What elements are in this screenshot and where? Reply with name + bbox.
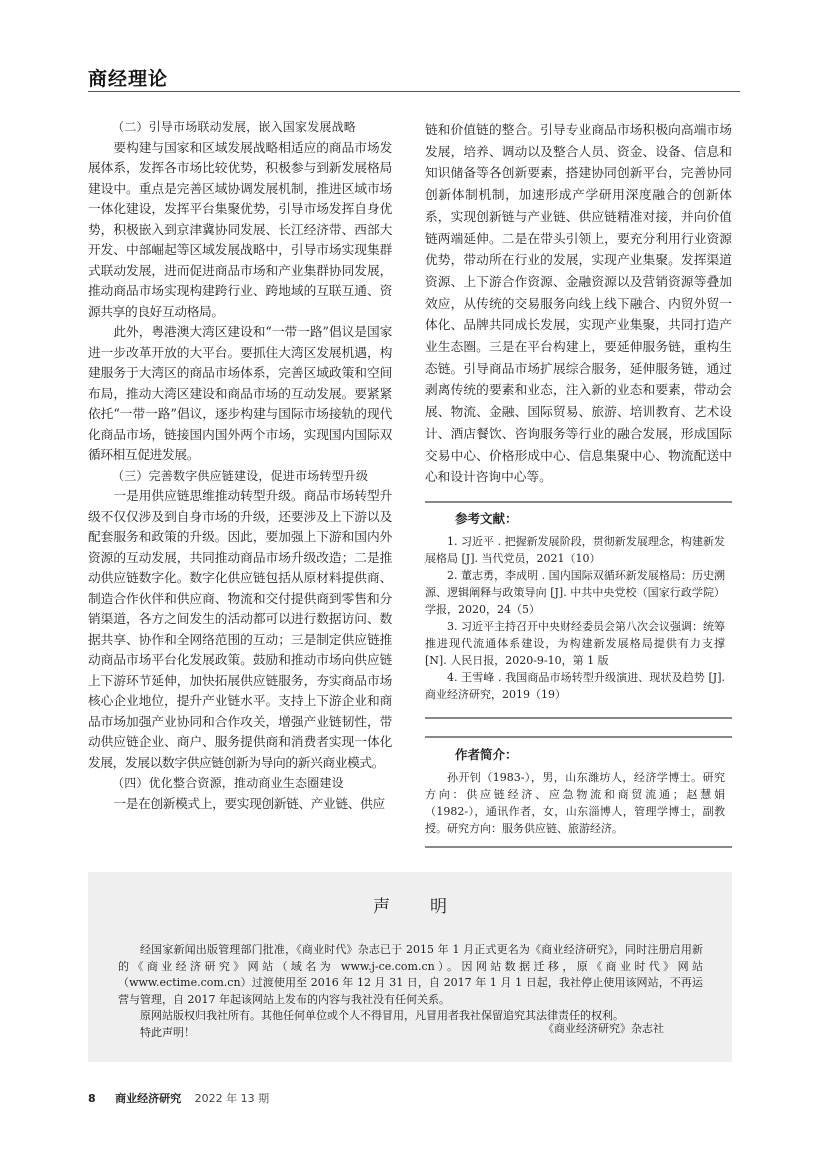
- header-rule: [88, 91, 740, 92]
- notice-box: [88, 872, 732, 1062]
- divider: [425, 736, 732, 738]
- issue-label: 2022 年 13 期: [194, 1092, 270, 1105]
- author-bio: [425, 746, 725, 837]
- paragraph: 此外，粤港澳大湾区建设和“一带一路”倡议是国家进一步改革开放的大平台。要抓住大湾区发展机遇，构建服务于大湾区的商品市场体系，完善区域政策和空间布局，推动大湾区建设和商品市场的互动发展。要紧紧依托“一带一路”倡议，逐步构建与国际市场接轨的现代化商品市场，链接国内国外两个市场，实现国内国际双循环相互促进发展。: [88, 324, 392, 462]
- references-title: 参考文献：: [455, 511, 518, 526]
- notice-signature: 《商业经济研究》杂志社: [543, 1022, 664, 1035]
- paragraph: 一是用供应链思维推动转型升级。商品市场转型升级不仅仅涉及到自身市场的升级，还要涉及上下游以及配套服务和政策的升级。因此，要加强上下游和国内外资源的互动发展，共同推动商品市场升级改造；二是推动供应链数字化。数字化供应链包括从原材料提供商、制造合作伙伴和供应商、物流和交付提供商到零售和分销渠道，各方之间发生的活动都可以进行数据访问、数据共享、协作和全网络范围的互动；三是制定供应链推动商品市场平台化发展政策。鼓励和推动市场向供应链上下游环节延伸，加快拓展供应链服务，夯实商品市场核心企业地位，提升产业链水平。支持上下游企业和商品市场加强产业协同和合作攻关，增强产业链韧性，带动供应链企业、商户、服务提供商和消费者实现一体化发展，发展以数字供应链创新为导向的新兴商业模式。: [88, 488, 392, 770]
- section-heading: （三）完善数字供应链建设，促进市场转型升级: [112, 468, 369, 483]
- section-heading: （四）优化整合资源，推动商业生态圈建设: [112, 776, 344, 790]
- page-number: 8: [88, 1092, 96, 1105]
- right-column: [425, 119, 732, 488]
- reference-item: 1. 习近平 . 把握新发展阶段，贯彻新发展理念，构建新发展格局 [J]. 当代党员，2021（10）: [425, 535, 725, 565]
- paragraph: 要构建与国家和区域发展战略相适应的商品市场发展体系，发挥各市场比较优势，积极参与到新发展格局建设中。重点是完善区域协调发展机制，推进区域市场一体化建设，发挥平台集聚优势，引导市场发挥自身优势，积极嵌入到京津冀协同发展、长江经济带、西部大开发、中部崛起等区域发展战略中，引导市场实现集群式联动发展，进而促进商品市场和产业集群协同发展，推动商品市场实现构建跨行业、跨地域的互联互通、资源共享的良好互动格局。: [88, 139, 392, 319]
- divider: [425, 501, 732, 503]
- page-footer: [88, 1090, 269, 1106]
- divider: [425, 846, 732, 848]
- section-header: 商经理论: [88, 68, 169, 90]
- notice-paragraph: 原网站版权归我社所有。其他任何单位或个人不得冒用，凡冒用者我社保留追究其法律责任的权利。: [140, 1009, 624, 1022]
- left-column: [88, 117, 392, 814]
- paragraph: 链和价值链的整合。引导专业商品市场积极向高端市场发展，培养、调动以及整合人员、资金、设备、信息和知识储备等各创新要素，搭建协同创新平台，完善协同创新体制机制，加速形成产学研用深度融合的创新体系，实现创新链与产业链、供应链精准对接，并向价值链两端延伸。二是在带头引领上，要充分利用行业资源优势，带动所在行业的发展，实现产业集聚。发挥渠道资源、上下游合作资源、金融资源以及营销资源等叠加效应，从传统的交易服务向线上线下融合、内贸外贸一体化、品牌共同成长发展，实现产业集聚，共同打造产业生态圈。三是在平台构建上，要延伸服务链，重构生态链。引导商品市场扩展综合服务，延伸服务链，通过剥离传统的要素和业态，注入新的业态和要素，带动会展、物流、金融、国际贸易、旅游、培训教育、艺术设计、酒店餐饮、咨询服务等行业的融合发展，形成国际交易中心、价格形成中心、信息集聚中心、物流配送中心和设计咨询中心等。: [425, 122, 732, 485]
- author-bio-text: 孙开钊（1983-），男，山东潍坊人，经济学博士。研究方向：供应链经济、应急物流和商贸流通；赵慧娟（1982-），通讯作者，女，山东淄博人，管理学博士，副教授。研究方向：服务供应链、旅游经济。: [425, 771, 725, 835]
- reference-item: 3. 习近平主持召开中央财经委员会第八次会议强调：统筹推进现代流通体系建设，为构建新发展格局提供有力支撑 [N]. 人民日报，2020-9-10，第 1 版: [425, 620, 725, 667]
- notice-paragraph: 经国家新闻出版管理部门批准，《商业时代》杂志已于 2015 年 1 月正式更名为《商业经济研究》，同时注册启用新的《商业经济研究》网站（域名为 www.j-ce.com.cn）。因网站数据迁移，原《商业时代》网站（www.ectime.com.cn）过渡使用至 2016 年 12 月 31 日，自 2017 年 1 月 1 日起，我社停止使用该网站，不再运营与管理，自 2017 年起该网站上发布的内容与我社没有任何关系。: [118, 943, 703, 1006]
- notice-paragraph: 特此声明！: [140, 1025, 195, 1039]
- divider: [425, 717, 732, 719]
- paragraph: 一是在创新模式上，要实现创新链、产业链、供应: [113, 795, 385, 811]
- reference-item: 4. 王雪峰 . 我国商品市场转型升级演进、现状及趋势 [J]. 商业经济研究，2019（19）: [425, 671, 725, 701]
- author-bio-title: 作者简介：: [455, 747, 518, 762]
- reference-item: 2. 董志勇，李成明 . 国内国际双循环新发展格局：历史溯源、逻辑阐释与政策导向 [J]. 中共中央党校（国家行政学院）学报，2020，24（5）: [425, 569, 725, 616]
- section-heading: （二）引导市场联动发展，嵌入国家发展战略: [112, 120, 357, 134]
- references: [425, 510, 725, 703]
- notice-title: 声明: [373, 897, 487, 917]
- journal-name: 商业经济研究: [115, 1092, 182, 1105]
